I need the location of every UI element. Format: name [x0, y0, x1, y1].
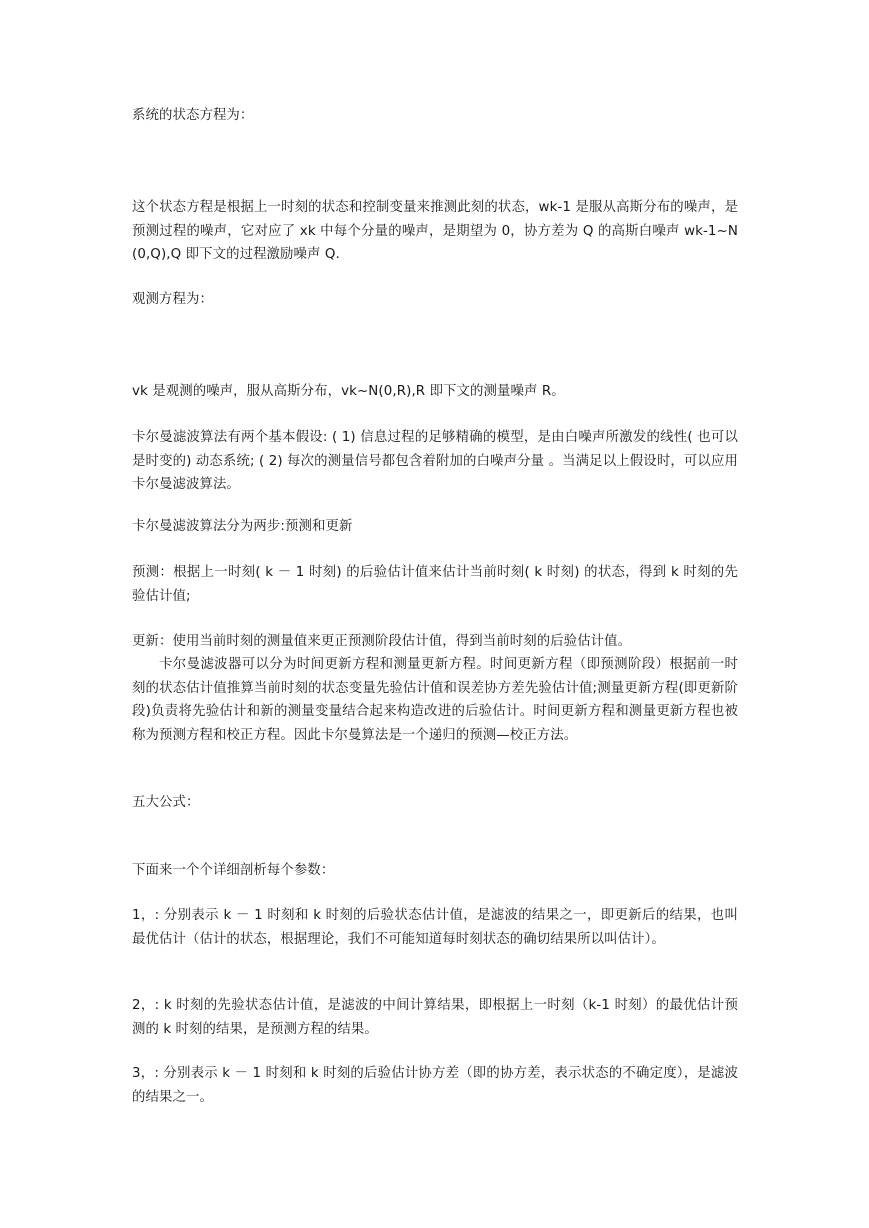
parameter-2-paragraph: 2，: k 时刻的先验状态估计值，是滤波的中间计算结果，即根据上一时刻（k-1 时刻）的最优估计预测的 k 时刻的结果，是预测方程的结果。 — [132, 998, 738, 1037]
kalman-assumptions-paragraph: 卡尔曼滤波算法有两个基本假设: ( 1) 信息过程的足够精确的模型，是由白噪声所激发的线性( 也可以是时变的) 动态系统; ( 2) 每次的测量信号都包含着附加的白噪声分量 。当满足以上假设时，可以应用卡尔曼滤波算法。 — [132, 430, 738, 492]
parameter-3-paragraph: 3，: 分别表示 k － 1 时刻和 k 时刻的后验估计协方差（即的协方差，表示状态的不确定度），是滤波的结果之一。 — [132, 1066, 738, 1105]
five-formulas-heading: 五大公式： — [132, 795, 200, 810]
kalman-two-steps-paragraph: 卡尔曼滤波算法分为两步:预测和更新 — [132, 519, 353, 534]
update-paragraph: 更新：使用当前时刻的测量值来更正预测阶段估计值，得到当前时刻的后验估计值。 — [132, 634, 632, 649]
parameter-analysis-heading: 下面来一个个详细剖析每个参数： — [132, 863, 335, 878]
observation-noise-paragraph: vk 是观测的噪声，服从高斯分布，vk~N(0,R),R 即下文的测量噪声 R。 — [132, 384, 565, 399]
time-and-measurement-update-paragraph: 卡尔曼滤波器可以分为时间更新方程和测量更新方程。时间更新方程（即预测阶段）根据前一时刻的状态估计值推算当前时刻的状态变量先验估计值和误差协方差先验估计值;测量更新方程(即更新阶段)负责将先验估计和新的测量变量结合起来构造改进的后验估计。时间更新方程和测量更新方程也被称为预测方程和校正方程。因此卡尔曼算法是一个递归的预测—校正方法。 — [132, 657, 738, 743]
parameter-1-paragraph: 1，: 分别表示 k － 1 时刻和 k 时刻的后验状态估计值，是滤波的结果之一，即更新后的结果，也叫最优估计（估计的状态，根据理论，我们不可能知道每时刻状态的确切结果所以叫估计）。 — [132, 908, 738, 947]
observation-equation-heading: 观测方程为： — [132, 292, 213, 307]
prediction-paragraph: 预测：根据上一时刻( k － 1 时刻) 的后验估计值来估计当前时刻( k 时刻) 的状态，得到 k 时刻的先验估计值; — [132, 565, 738, 604]
state-equation-heading: 系统的状态方程为： — [132, 108, 254, 123]
state-equation-explanation: 这个状态方程是根据上一时刻的状态和控制变量来推测此刻的状态，wk-1 是服从高斯分布的噪声，是预测过程的噪声，它对应了 xk 中每个分量的噪声，是期望为 0，协方差为 Q 的高斯白噪声 wk-1~N(0,Q),Q 即下文的过程激励噪声 Q. — [132, 200, 738, 262]
